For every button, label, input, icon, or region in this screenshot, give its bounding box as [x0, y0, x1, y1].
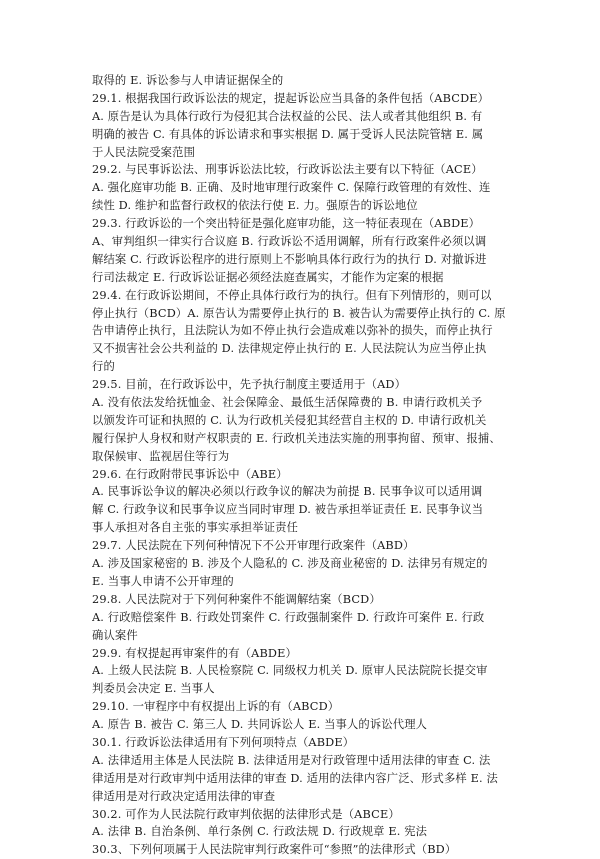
- question-heading: 30.2. 可作为人民法院行政审判依据的法律形式是（ABCE）: [92, 807, 400, 821]
- text-line: 告申请停止执行，且法院认为如不停止执行会造成难以弥补的损失，而停止执行: [92, 324, 493, 338]
- question-heading: 29.4. 在行政诉讼期间，不停止具体行政行为的执行。但有下列情形的，则可以: [92, 288, 492, 302]
- text-line: A、审判组织一律实行合议庭 B. 行政诉讼不适用调解，所有行政案件必须以调: [92, 235, 487, 249]
- text-line: 律适用是对行政审判中适用法律的审查 D. 适用的法律内容广泛、形式多样 E. 法: [92, 771, 498, 785]
- text-line: A. 强化庭审功能 B. 正确、及时地审理行政案件 C. 保障行政管理的有效性、连: [92, 181, 491, 195]
- question-heading: 29.8. 人民法院对于下列何种案件不能调解结案（BCD）: [92, 592, 381, 606]
- text-line: A. 行政赔偿案件 B. 行政处罚案件 C. 行政强制案件 D. 行政许可案件 E. 行政: [92, 610, 485, 624]
- text-line: A. 涉及国家秘密的 B. 涉及个人隐私的 C. 涉及商业秘密的 D. 法律另有规定的: [92, 557, 488, 571]
- text-line: 事人承担对各自主张的事实承担举证责任: [92, 521, 299, 535]
- text-line: 判委员会决定 E. 当事人: [92, 682, 215, 696]
- text-line: 取得的 E. 诉讼参与人申请证据保全的: [92, 74, 284, 87]
- question-heading: 29.3. 行政诉讼的一个突出特征是强化庭审功能，这一特征表现在（ABDE）: [92, 217, 481, 231]
- question-heading: 29.5. 目前，在行政诉讼中，先予执行制度主要适用于（AD）: [92, 378, 407, 392]
- text-line: A. 法律适用主体是人民法院 B. 法律适用是对行政管理中适用法律的审查 C. 法: [92, 753, 491, 767]
- question-heading: 29.2. 与民事诉讼法、刑事诉讼法比较，行政诉讼法主要有以下特征（ACE）: [92, 163, 483, 177]
- text-line: A. 法律 B. 自治条例、单行条例 C. 行政法规 D. 行政规章 E. 宪法: [92, 825, 428, 839]
- question-heading: 29.9. 有权提起再审案件的有（ABDE）: [92, 646, 297, 660]
- question-heading: 29.6. 在行政附带民事诉讼中（ABE）: [92, 467, 288, 481]
- question-heading: 29.1. 根据我国行政诉讼法的规定，提起诉讼应当具备的条件包括（ABCDE）: [92, 91, 490, 105]
- text-line: 解 C. 行政争议和民事争议应当同时审理 D. 被告承担举证责任 E. 民事争议当: [92, 503, 484, 517]
- text-line: 停止执行（BCD）A. 原告认为需要停止执行的 B. 被告认为需要停止执行的 C. 原: [92, 306, 506, 320]
- text-line: 律适用是对行政决定适用法律的审查: [92, 789, 276, 803]
- text-line: A. 上级人民法院 B. 人民检察院 C. 同级权力机关 D. 原审人民法院院长提交审: [92, 664, 488, 678]
- text-line: 于人民法院受案范围: [92, 145, 196, 159]
- text-line: 行的: [92, 360, 115, 374]
- text-line: A. 民事诉讼争议的解决必须以行政争议的解决为前提 B. 民事争议可以适用调: [92, 485, 483, 499]
- question-heading: 30.3、下列何项属于人民法院审判行政案件可“参照”的法律形式（BD）: [92, 843, 457, 857]
- text-line: 履行保护人身权和财产权职责的 E. 行政机关违法实施的刑事拘留、预审、报捕、: [92, 431, 501, 445]
- text-line: 以颁发许可证和执照的 C. 认为行政机关侵犯其经营自主权的 D. 申请行政机关: [92, 413, 487, 427]
- question-heading: 29.10. 一审程序中有权提出上诉的有（ABCD）: [92, 700, 340, 714]
- question-heading: 30.1. 行政诉讼法律适用有下列何项特点（ABDE）: [92, 735, 355, 749]
- text-line: 行司法裁定 E. 行政诉讼证据必须经法庭查属实，才能作为定案的根据: [92, 270, 444, 284]
- text-line: 续性 D. 维护和监督行政权的依法行使 E. 力。强原告的诉讼地位: [92, 199, 418, 213]
- text-line: E. 当事人申请不公开审理的: [92, 574, 234, 588]
- text-line: A. 没有依法发给抚恤金、社会保障金、最低生活保障费的 B. 申请行政机关予: [92, 396, 483, 410]
- text-line: 解结案 C. 行政诉讼程序的进行原则上不影响具体行政行为的执行 D. 对撤诉进: [92, 252, 487, 266]
- text-line: 又不损害社会公共利益的 D. 法律规定停止执行的 E. 人民法院认为应当停止执: [92, 342, 487, 356]
- text-line: 明确的被告 C. 有具体的诉讼请求和事实根据 D. 属于受诉人民法院管辖 E. 属: [92, 127, 484, 141]
- text-line: 取保候审、监视居住等行为: [92, 449, 230, 463]
- text-line: A. 原告是认为具体行政行为侵犯其合法权益的公民、法人或者其他组织 B. 有: [92, 109, 483, 123]
- text-line: A. 原告 B. 被告 C. 第三人 D. 共同诉讼人 E. 当事人的诉讼代理人: [92, 718, 428, 732]
- question-heading: 29.7. 人民法院在下列何种情况下不公开审理行政案件（ABD）: [92, 539, 415, 553]
- text-line: 确认案件: [92, 628, 138, 642]
